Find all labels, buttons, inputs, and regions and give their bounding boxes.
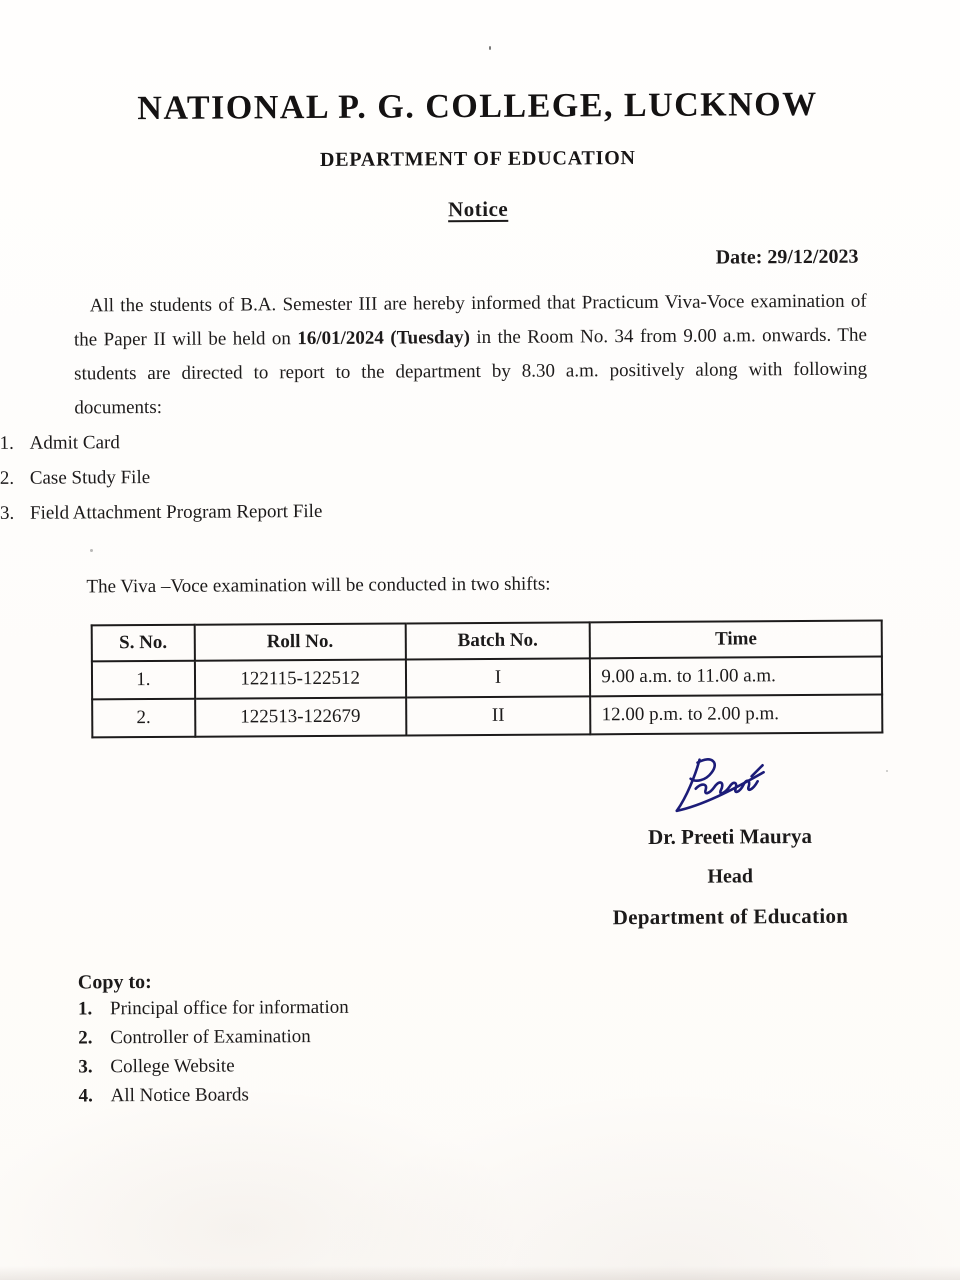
table-header-cell: Time bbox=[590, 621, 882, 659]
notice-date: Date: 29/12/2023 bbox=[715, 245, 859, 269]
scan-speck bbox=[886, 770, 888, 772]
table-cell: 1. bbox=[92, 661, 195, 700]
list-number: 1. bbox=[0, 432, 14, 454]
scan-speck bbox=[489, 46, 491, 50]
table-cell: I bbox=[405, 658, 590, 697]
table-cell: 122513-122679 bbox=[195, 697, 406, 736]
list-number: 1. bbox=[77, 998, 93, 1020]
copy-to-section bbox=[78, 966, 960, 1110]
document-item bbox=[0, 455, 960, 496]
table-header-cell: S. No. bbox=[92, 625, 195, 662]
scan-speck bbox=[90, 549, 93, 552]
list-text: Field Attachment Program Report File bbox=[29, 500, 323, 524]
list-text: Case Study File bbox=[29, 467, 151, 489]
list-number: 3. bbox=[0, 502, 15, 524]
list-text: Controller of Examination bbox=[110, 1026, 311, 1049]
documents-list bbox=[0, 420, 960, 531]
copy-to-list bbox=[78, 989, 960, 1110]
table-row bbox=[92, 695, 882, 738]
table-cell: 12.00 p.m. to 2.00 p.m. bbox=[591, 695, 883, 735]
list-text: All Notice Boards bbox=[110, 1084, 249, 1107]
college-name: NATIONAL P. G. COLLEGE, LUCKNOW bbox=[137, 85, 818, 128]
table-header-cell: Roll No. bbox=[194, 623, 405, 660]
list-number: 2. bbox=[78, 1027, 93, 1049]
list-number: 4. bbox=[78, 1085, 93, 1107]
table-cell: II bbox=[406, 696, 591, 735]
list-number: 3. bbox=[78, 1056, 93, 1078]
paragraph-text-start: All the students of B.A. Semester III are hereby informed that Practicum Viva-Voce examination of the Paper II will be held on bbox=[73, 290, 867, 351]
shifts-intro-line: The Viva –Voce examination will be conducted in two shifts: bbox=[86, 573, 551, 598]
table-row bbox=[92, 657, 882, 700]
copy-to-item bbox=[78, 1076, 960, 1110]
paragraph-text-end: in the Room No. 34 from 9.00 a.m. onwards. The students are directed to report to the department by 8.30 a.m. positively along with following documents: bbox=[74, 324, 868, 419]
signatory-name: Dr. Preeti Maurya bbox=[647, 823, 812, 849]
copy-to-label: Copy to: bbox=[77, 971, 152, 994]
document-item bbox=[0, 420, 960, 461]
list-text: College Website bbox=[110, 1055, 235, 1078]
table-cell: 2. bbox=[92, 699, 195, 738]
table-header-cell: Batch No. bbox=[405, 622, 590, 659]
exam-date-bold: 16/01/2024 (Tuesday) bbox=[297, 327, 470, 350]
notice-title: Notice bbox=[447, 196, 509, 222]
document-item bbox=[0, 490, 960, 531]
shifts-table bbox=[91, 620, 884, 739]
list-text: Admit Card bbox=[29, 432, 120, 454]
handwritten-signature bbox=[659, 752, 799, 821]
notice-paragraph bbox=[74, 285, 868, 426]
list-text: Principal office for information bbox=[109, 996, 349, 1020]
signature-block bbox=[569, 752, 890, 931]
signatory-designation: Head bbox=[707, 865, 754, 888]
list-number: 2. bbox=[0, 467, 15, 489]
department-name: DEPARTMENT OF EDUCATION bbox=[319, 147, 636, 171]
table-cell: 9.00 a.m. to 11.00 a.m. bbox=[590, 657, 882, 697]
table-cell: 122115-122512 bbox=[195, 659, 406, 698]
table-header-row bbox=[92, 621, 882, 662]
signatory-department: Department of Education bbox=[612, 903, 849, 930]
